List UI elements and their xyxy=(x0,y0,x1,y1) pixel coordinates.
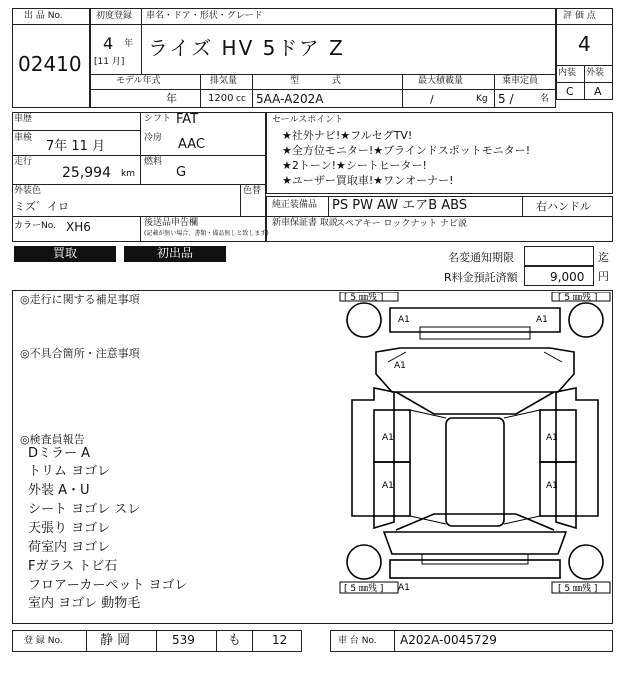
windshield xyxy=(396,392,554,414)
chassis-value: A202A-0045729 xyxy=(400,633,497,647)
lot-label-line xyxy=(12,24,90,25)
inspection-value: 7年 11 月 xyxy=(46,139,106,154)
exterior-color-value: ミズ゛イロ xyxy=(14,200,69,213)
color-change-label: 色替 xyxy=(243,186,262,196)
running-notes: ◎走行に関する補足事項 xyxy=(20,293,140,306)
exterior-color-label: 外装色 xyxy=(14,186,42,196)
lot-label: 出 品 No. xyxy=(24,11,63,21)
interior-grade: C xyxy=(566,85,574,98)
history-label: 車歴 xyxy=(14,114,33,124)
load-unit: Kg xyxy=(476,94,488,104)
mark-front-bumper-right: A1 xyxy=(536,315,548,325)
disp-value: 1200 xyxy=(208,93,234,104)
type-label: 型 式 xyxy=(290,76,341,86)
cap-unit: 名 xyxy=(540,94,550,104)
mark-rear-door-right: A1 xyxy=(546,481,558,491)
chassis-label: 車 台 No. xyxy=(338,636,377,646)
buy-bar: 買取 xyxy=(14,246,116,262)
docs-note: (記載が無い場合、書類・備品無しと致します) xyxy=(144,230,269,237)
rear-bumper xyxy=(390,560,560,578)
tire-rear-right-label: [ 5 ㎜残 ] xyxy=(558,584,598,594)
name-label: 車名・ドア・形状・グレード xyxy=(146,11,263,21)
mark-front-door-left: A1 xyxy=(382,433,394,443)
color-no-label: カラーNo. xyxy=(14,221,56,231)
exterior-label: 外装 xyxy=(586,68,605,78)
reg-month: [11 月] xyxy=(94,57,125,67)
inspection-label: 車検 xyxy=(14,133,33,143)
mark-hood: A1 xyxy=(394,361,406,371)
report-item-7: Fガラス トビ石 xyxy=(28,559,118,574)
rear-plate xyxy=(422,554,528,564)
mileage-unit: km xyxy=(121,169,135,179)
options-value: スペアキー ロックナット ナビ説 xyxy=(336,219,468,229)
color-no-value: XH6 xyxy=(66,220,91,234)
mileage-value: 25,994 xyxy=(62,165,111,181)
report-item-5: 天張り ヨゴレ xyxy=(28,521,111,536)
reg-num: 539 xyxy=(172,633,195,647)
cap-label: 乗車定員 xyxy=(502,76,539,86)
interior-label: 内装 xyxy=(558,68,577,78)
sales-line-4: ★ユーザー買取車!★ワンオーナー! xyxy=(282,174,454,187)
tire-box-rear-left xyxy=(340,582,398,594)
reg-kana: も xyxy=(228,633,242,648)
handle-value: 右ハンドル xyxy=(536,200,591,213)
model-year-unit: 年 xyxy=(166,92,177,105)
transfer-box xyxy=(524,246,594,266)
report-item-6: 荷室内 ヨゴレ xyxy=(28,540,111,555)
rear-hatch xyxy=(384,532,566,554)
sales-line-3: ★2トーン!★シートヒーター! xyxy=(282,159,427,172)
body-outline xyxy=(352,388,598,528)
wheel-front-left xyxy=(347,303,381,337)
report-item-2: トリム ヨゴレ xyxy=(28,464,111,479)
wheel-front-right xyxy=(569,303,603,337)
sales-line-1: ★社外ナビ!★フルセグTV! xyxy=(282,129,413,142)
fee-label: R料金預託済額 xyxy=(444,271,518,284)
report-item-3: 外装 A・U xyxy=(28,483,90,498)
sales-line-2: ★全方位モニター!★ブラインドスポットモニター! xyxy=(282,144,531,157)
car-name: ライズ HV 5ドア Z xyxy=(148,36,345,60)
lot-number: 02410 xyxy=(18,52,82,76)
front-grille xyxy=(420,327,530,339)
roof xyxy=(446,418,504,526)
score-label: 評 価 点 xyxy=(563,11,596,21)
inspector-report: ◎検査員報告 xyxy=(20,433,85,446)
model-year-label: モデル年式 xyxy=(116,76,161,86)
wheel-rear-right xyxy=(569,545,603,579)
sales-label: セールスポイント xyxy=(272,115,344,125)
front-bumper xyxy=(390,308,560,332)
ac-label: 冷房 xyxy=(144,133,163,143)
fuel-value: G xyxy=(176,165,187,180)
report-item-1: Dミラー A xyxy=(28,446,91,461)
mileage-label: 走行 xyxy=(14,157,33,167)
equip-label: 純正装備品 xyxy=(272,200,318,210)
score-value: 4 xyxy=(578,32,591,56)
defect-notes: ◎不具合箇所・注意事項 xyxy=(20,347,140,360)
cap-value: 5 / xyxy=(498,92,514,106)
report-item-4: シート ヨゴレ スレ xyxy=(28,502,141,517)
transfer-unit: 迄 xyxy=(598,251,609,264)
rear-window xyxy=(396,514,554,530)
load-label: 最大積載量 xyxy=(418,76,464,86)
report-item-8: フロアーカーペット ヨゴレ xyxy=(28,578,188,593)
mark-rear-door-left: A1 xyxy=(382,481,394,491)
reg-year-unit: 年 xyxy=(124,39,134,49)
fee-unit: 円 xyxy=(598,270,609,283)
report-item-9: 室内 ヨゴレ 動物毛 xyxy=(28,596,141,611)
mark-rear-bumper: A1 xyxy=(398,583,410,593)
shift-label: シフト xyxy=(144,114,172,124)
type-value: 5AA-A202A xyxy=(256,92,324,106)
shift-value: FAT xyxy=(176,112,199,127)
disp-unit: cc xyxy=(236,94,246,104)
reg-label: 登 録 No. xyxy=(24,636,63,646)
load-value: / xyxy=(430,93,434,106)
fee-value: 9,000 xyxy=(550,270,585,284)
mark-front-door-right: A1 xyxy=(546,433,558,443)
car-diagram xyxy=(338,292,612,622)
tire-front-left-label: [ 5 ㎜残 ] xyxy=(344,293,384,303)
reg-year: 4 xyxy=(103,34,114,53)
equip-items: PS PW AW エアB ABS xyxy=(332,198,468,213)
reg-last: 12 xyxy=(272,633,288,647)
wheel-rear-left xyxy=(347,545,381,579)
owner-bar: 初出品 xyxy=(124,246,226,262)
disp-label: 排気量 xyxy=(210,76,238,86)
ac-value: AAC xyxy=(178,137,205,152)
warranty-label: 新車保証書 取説 xyxy=(272,218,338,228)
tire-rear-left-label: [ 5 ㎜残 ] xyxy=(344,584,384,594)
tire-box-front-left xyxy=(340,292,398,303)
tire-box-front-right xyxy=(552,292,610,303)
mark-front-bumper-left: A1 xyxy=(398,315,410,325)
reg-place: 静 岡 xyxy=(100,633,131,648)
fuel-label: 燃料 xyxy=(144,157,163,167)
tire-box-rear-right xyxy=(552,582,610,594)
reg-label: 初度登録 xyxy=(96,11,133,21)
docs-label: 後送品申告欄 xyxy=(144,218,199,228)
transfer-label: 名変通知期限 xyxy=(448,251,514,264)
tire-front-right-label: [ 5 ㎜残 ] xyxy=(558,293,598,303)
exterior-grade: A xyxy=(594,85,602,98)
